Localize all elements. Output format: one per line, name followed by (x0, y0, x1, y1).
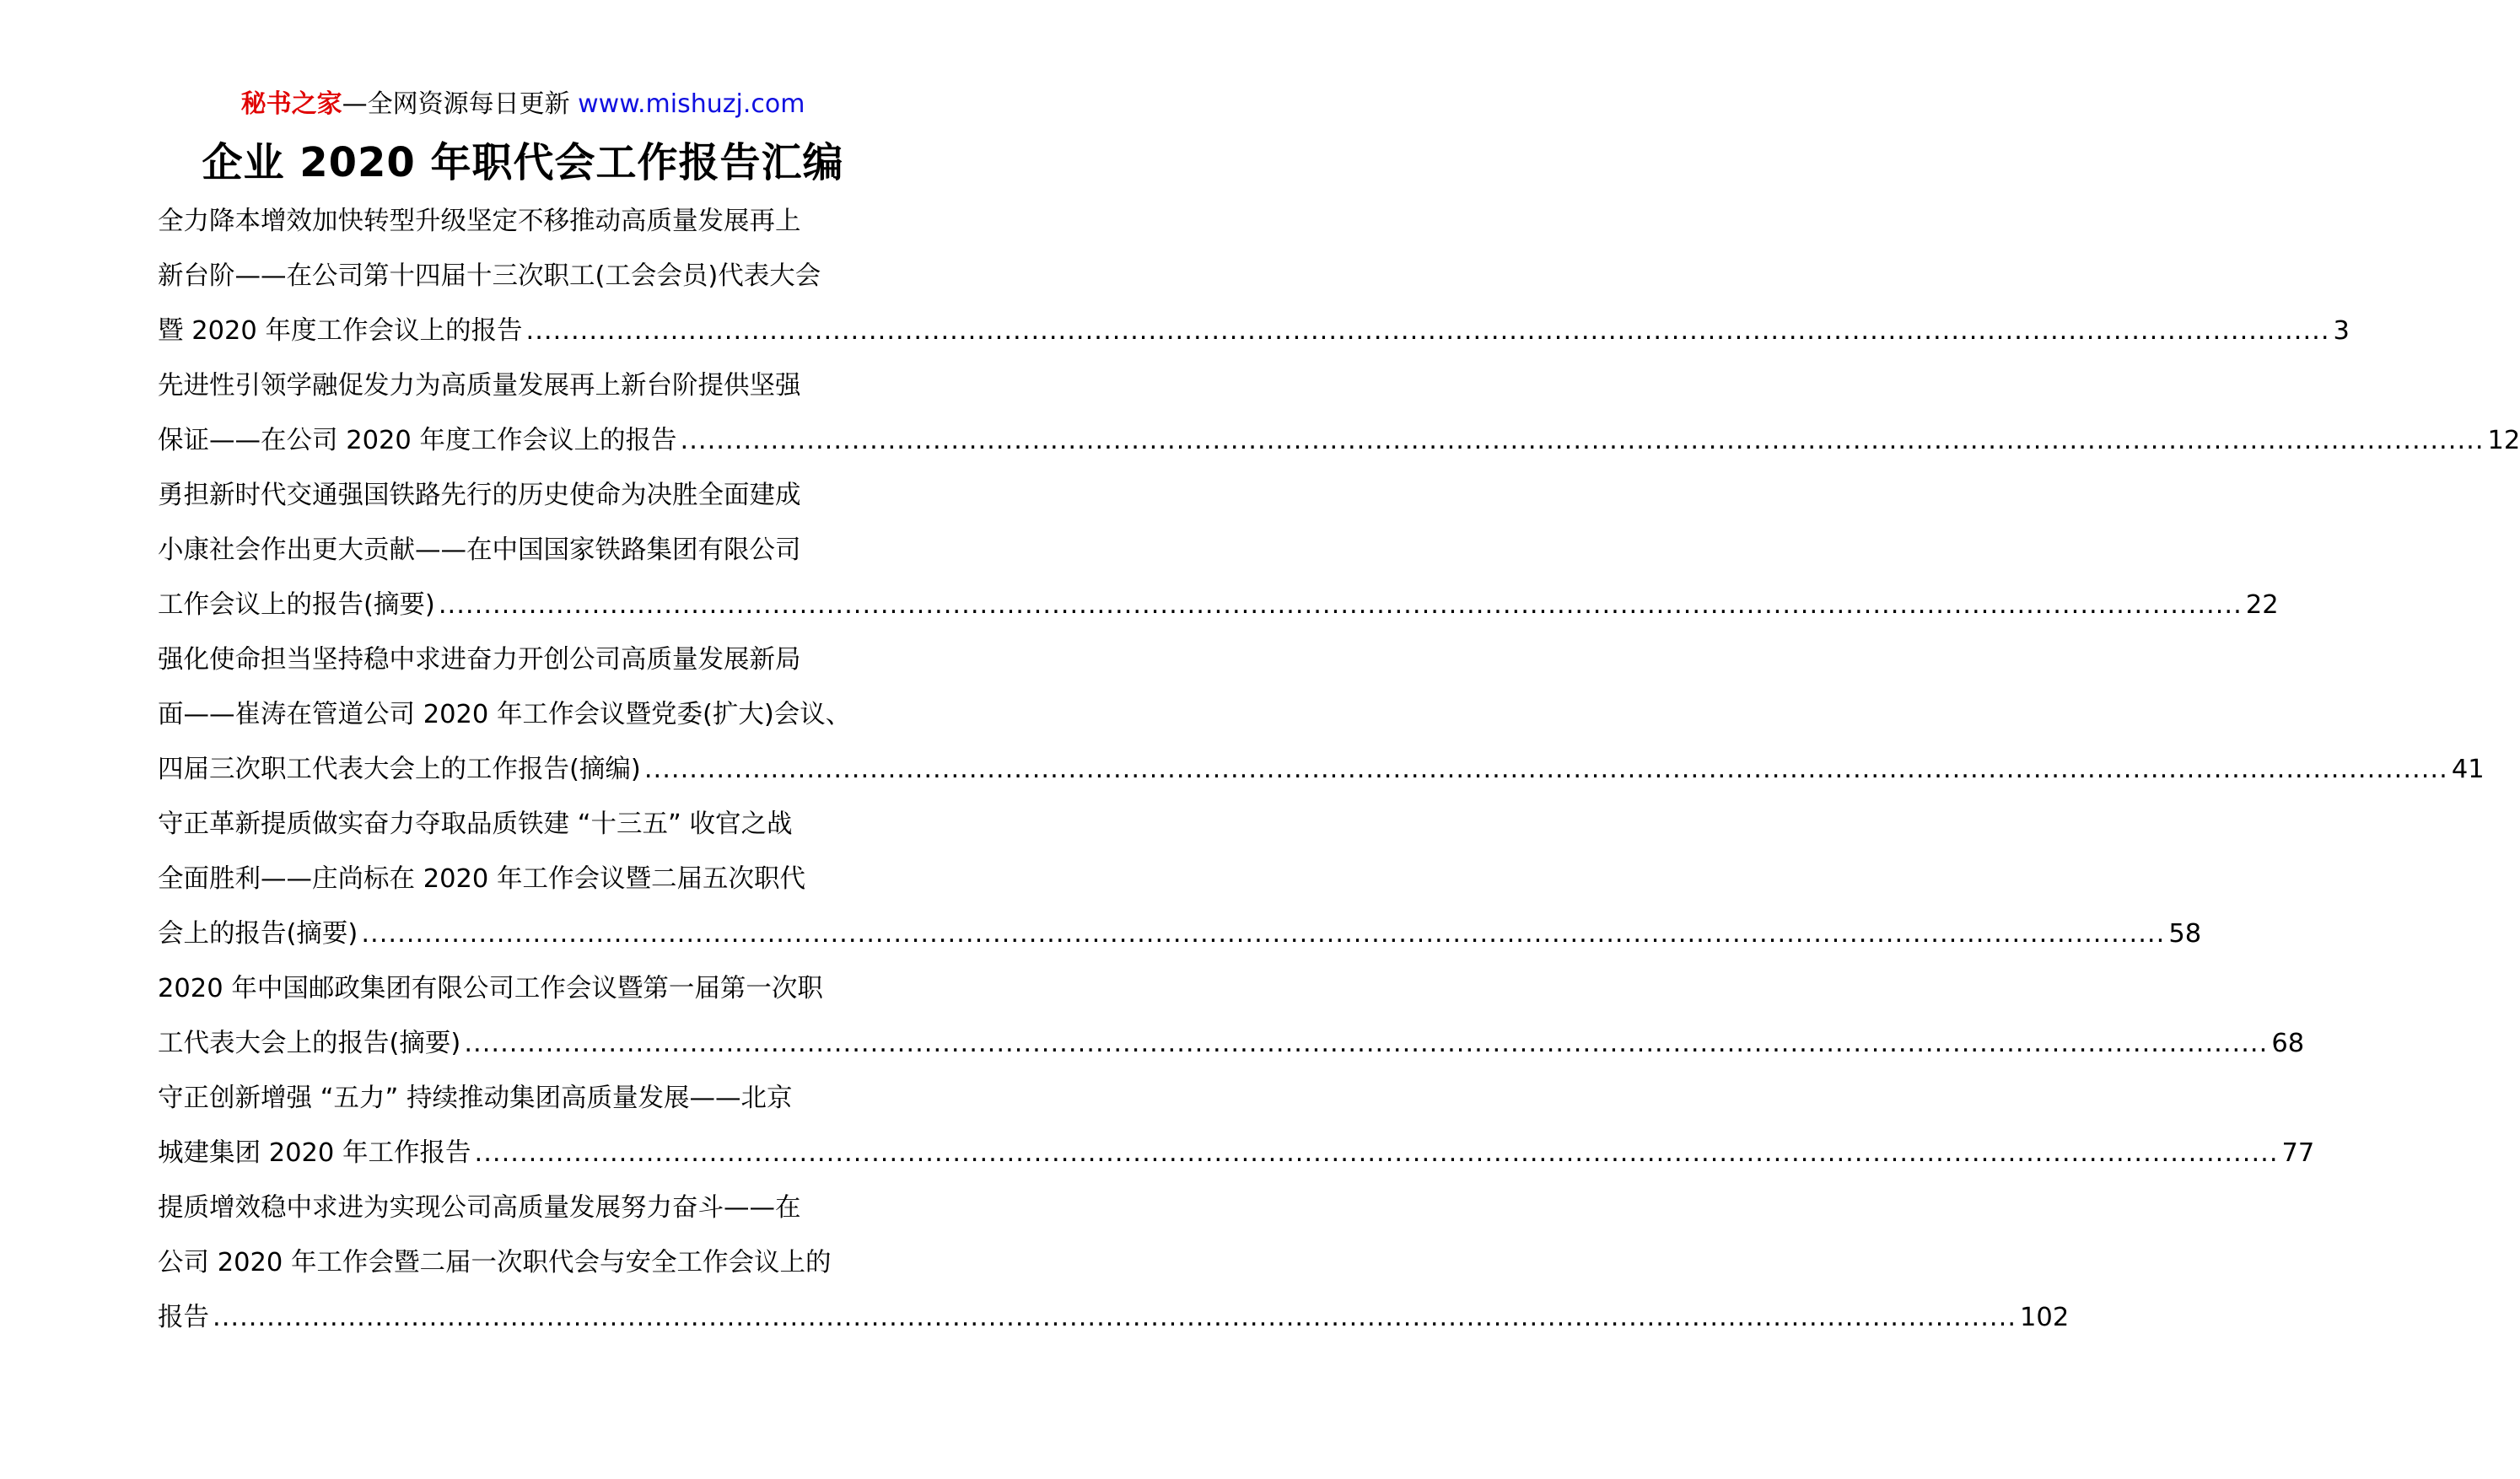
toc-dot-leader: ........................................................................................................................................................................................................ (213, 1303, 2017, 1332)
toc-entry-last-line (158, 1290, 2070, 1345)
toc-entry-line: 全面胜利——庄尚标在 2020 年工作会议暨二届五次职代 (158, 864, 806, 894)
table-of-contents (158, 194, 2520, 1345)
toc-entry-line: 全力降本增效加快转型升级坚定不移推动高质量发展再上 (158, 207, 801, 236)
toc-entry-line: 勇担新时代交通强国铁路先行的历史使命为决胜全面建成 (158, 481, 801, 510)
toc-dot-leader: ........................................................................................................................................................................................................ (474, 1138, 2279, 1168)
toc-entry-last-line (158, 578, 2279, 632)
toc-entry[interactable] (158, 358, 2520, 468)
toc-entry[interactable] (158, 1071, 2315, 1181)
toc-page-number: 77 (2281, 1138, 2315, 1168)
toc-page-number: 12 (2487, 426, 2520, 455)
toc-entry-line: 公司 2020 年工作会暨二届一次职代会与安全工作会议上的 (158, 1248, 832, 1277)
toc-dot-leader: ........................................................................................................................................................................................................ (680, 426, 2485, 455)
toc-entry-line: 报告 (158, 1303, 209, 1332)
toc-entry-line: 工作会议上的报告(摘要) (158, 590, 435, 620)
toc-entry[interactable] (158, 468, 2279, 632)
site-slogan: —全网资源每日更新 (342, 89, 570, 119)
toc-entry-last-line (158, 1016, 2305, 1071)
toc-entry-line: 四届三次职工代表大会上的工作报告(摘编) (158, 755, 641, 784)
toc-page-number: 22 (2245, 590, 2279, 620)
toc-page-number: 68 (2271, 1029, 2305, 1058)
toc-page-number: 102 (2020, 1303, 2070, 1332)
toc-entry-line: 2020 年中国邮政集团有限公司工作会议暨第一届第一次职 (158, 974, 823, 1003)
toc-page-number: 3 (2333, 316, 2350, 346)
toc-page-number: 41 (2451, 755, 2485, 784)
toc-entry-line: 新台阶——在公司第十四届十三次职工(工会会员)代表大会 (158, 261, 821, 291)
toc-entry-line: 守正创新增强 “五力” 持续推动集团高质量发展——北京 (158, 1084, 793, 1113)
toc-entry-line: 暨 2020 年度工作会议上的报告 (158, 316, 523, 346)
toc-entry-last-line (158, 1126, 2315, 1181)
toc-page-number: 58 (2168, 919, 2202, 949)
toc-dot-leader: ........................................................................................................................................................................................................ (525, 316, 2330, 346)
toc-entry-line: 城建集团 2020 年工作报告 (158, 1138, 471, 1168)
toc-dot-leader: ........................................................................................................................................................................................................ (361, 919, 2166, 949)
toc-entry-line: 守正革新提质做实奋力夺取品质铁建 “十三五” 收官之战 (158, 809, 793, 839)
toc-entry-line: 会上的报告(摘要) (158, 919, 358, 949)
toc-entry-line: 小康社会作出更大贡献——在中国国家铁路集团有限公司 (158, 535, 801, 565)
toc-entry-line: 提质增效稳中求进为实现公司高质量发展努力奋斗——在 (158, 1193, 801, 1223)
toc-entry[interactable] (158, 194, 2350, 358)
toc-dot-leader: ........................................................................................................................................................................................................ (464, 1029, 2269, 1058)
site-header (0, 84, 1046, 125)
document-title: 企业 2020 年职代会工作报告汇编 (202, 139, 844, 186)
site-url[interactable]: www.mishuzj.com (578, 89, 805, 119)
toc-entry[interactable] (158, 961, 2305, 1071)
toc-entry-last-line (158, 742, 2485, 797)
toc-entry-line: 先进性引领学融促发力为高质量发展再上新台阶提供坚强 (158, 371, 801, 401)
toc-entry-line: 保证——在公司 2020 年度工作会议上的报告 (158, 426, 677, 455)
toc-entry[interactable] (158, 1181, 2070, 1345)
toc-dot-leader: ........................................................................................................................................................................................................ (438, 590, 2243, 620)
toc-entry-last-line (158, 906, 2202, 961)
site-brand: 秘书之家 (240, 89, 342, 119)
toc-entry-last-line (158, 413, 2520, 468)
toc-dot-leader: ........................................................................................................................................................................................................ (643, 755, 2448, 784)
toc-entry[interactable] (158, 632, 2485, 797)
toc-entry-line: 工代表大会上的报告(摘要) (158, 1029, 461, 1058)
toc-entry-last-line (158, 304, 2350, 358)
toc-entry-line: 面——崔涛在管道公司 2020 年工作会议暨党委(扩大)会议、 (158, 700, 852, 729)
toc-entry-line: 强化使命担当坚持稳中求进奋力开创公司高质量发展新局 (158, 645, 801, 675)
toc-entry[interactable] (158, 797, 2202, 961)
